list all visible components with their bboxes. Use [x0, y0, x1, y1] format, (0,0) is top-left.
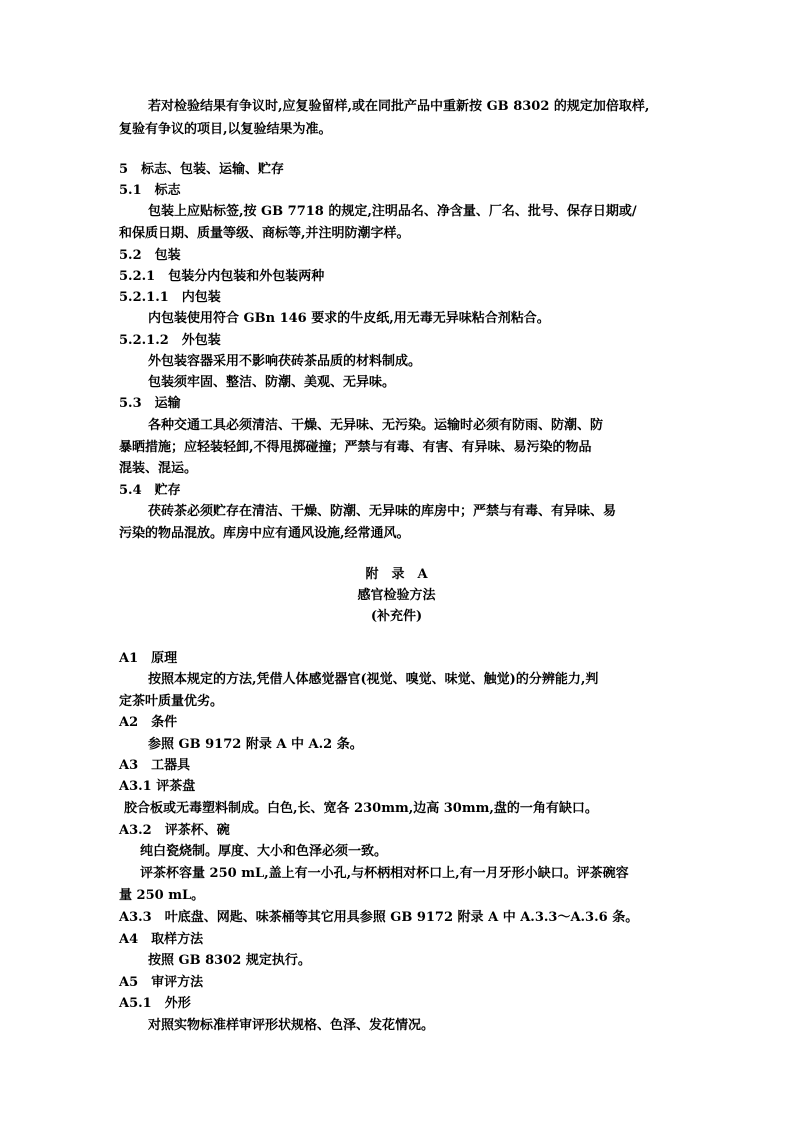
- section-heading: A4 取样方法: [119, 932, 204, 947]
- paragraph-line: 按照 GB 8302 规定执行。: [148, 953, 311, 968]
- section-heading: 5.2 包装: [119, 248, 181, 263]
- section-heading: 5.2.1.1 内包装: [119, 290, 221, 305]
- section-heading: A3.3 叶底盘、网匙、味茶桶等其它用具参照 GB 9172 附录 A 中 A.3.3～A.3.6 条。: [119, 910, 639, 925]
- paragraph-line: 暴晒措施；应轻装轻卸,不得甩掷碰撞；严禁与有毒、有害、有异味、易污染的物品: [119, 440, 592, 455]
- section-heading: 5.2.1 包装分内包装和外包装两种: [119, 269, 325, 284]
- paragraph-line: 复验有争议的项目,以复验结果为准。: [119, 122, 332, 137]
- paragraph-line: 外包装容器采用不影响茯砖茶品质的材料制成。: [148, 354, 422, 369]
- paragraph-line: 若对检验结果有争议时,应复验留样,或在同批产品中重新按 GB 8302 的规定加倍取样,: [148, 99, 650, 114]
- paragraph-line: 和保质日期、质量等级、商标等,并注明防潮字样。: [119, 226, 410, 241]
- section-heading: 5.3 运输: [119, 396, 181, 411]
- paragraph-line: 参照 GB 9172 附录 A 中 A.2 条。: [148, 737, 363, 752]
- paragraph-line: 按照本规定的方法,凭借人体感觉器官(视觉、嗅觉、味觉、触觉)的分辨能力,判: [148, 672, 599, 687]
- section-heading: A1 原理: [119, 651, 178, 666]
- paragraph-line: 定茶叶质量优劣。: [119, 694, 224, 709]
- paragraph-line: 包装须牢固、整洁、防潮、美观、无异味。: [148, 375, 396, 390]
- paragraph-line: 纯白瓷烧制。厚度、大小和色泽必须一致。: [140, 844, 388, 859]
- section-heading: 5 标志、包装、运输、贮存: [119, 162, 285, 177]
- section-heading: 5.2.1.2 外包装: [119, 333, 221, 348]
- paragraph-line: 评茶杯容量 250 mL,盖上有一小孔,与杯柄相对杯口上,有一月牙形小缺口。评茶碗容: [140, 866, 629, 881]
- section-heading: A3 工器具: [119, 758, 191, 773]
- section-heading: A3.2 评茶杯、碗: [119, 823, 230, 838]
- appendix-note: (补充件): [370, 609, 423, 624]
- paragraph-line: 茯砖茶必须贮存在清洁、干燥、防潮、无异味的库房中；严禁与有毒、有异味、易: [148, 504, 617, 519]
- section-heading: 5.1 标志: [119, 183, 181, 198]
- appendix-title: 感官检验方法: [357, 588, 436, 603]
- section-heading: 5.4 贮存: [119, 483, 181, 498]
- paragraph-line: 各种交通工具必须清洁、干燥、无异味、无污染。运输时必须有防雨、防潮、防: [148, 418, 604, 433]
- appendix-label: 附 录 A: [365, 567, 428, 582]
- paragraph-line: 包装上应贴标签,按 GB 7718 的规定,注明品名、净含量、厂名、批号、保存日期或/: [148, 204, 637, 219]
- section-heading: A5.1 外形: [119, 996, 191, 1011]
- section-heading: A3.1 评茶盘: [119, 779, 196, 794]
- paragraph-line: 对照实物标准样审评形状规格、色泽、发花情况。: [148, 1018, 435, 1033]
- section-heading: A5 审评方法: [119, 975, 204, 990]
- section-heading: A2 条件: [119, 715, 178, 730]
- paragraph-line: 污染的物品混放。库房中应有通风设施,经常通风。: [119, 526, 410, 541]
- paragraph-line: 内包装使用符合 GBn 146 要求的牛皮纸,用无毒无异味粘合剂粘合。: [148, 311, 550, 326]
- paragraph-line: 量 250 mL。: [119, 888, 205, 903]
- paragraph-line: 混装、混运。: [119, 461, 198, 476]
- paragraph-line: 胶合板或无毒塑料制成。白色,长、宽各 230mm,边高 30mm,盘的一角有缺口。: [124, 801, 598, 816]
